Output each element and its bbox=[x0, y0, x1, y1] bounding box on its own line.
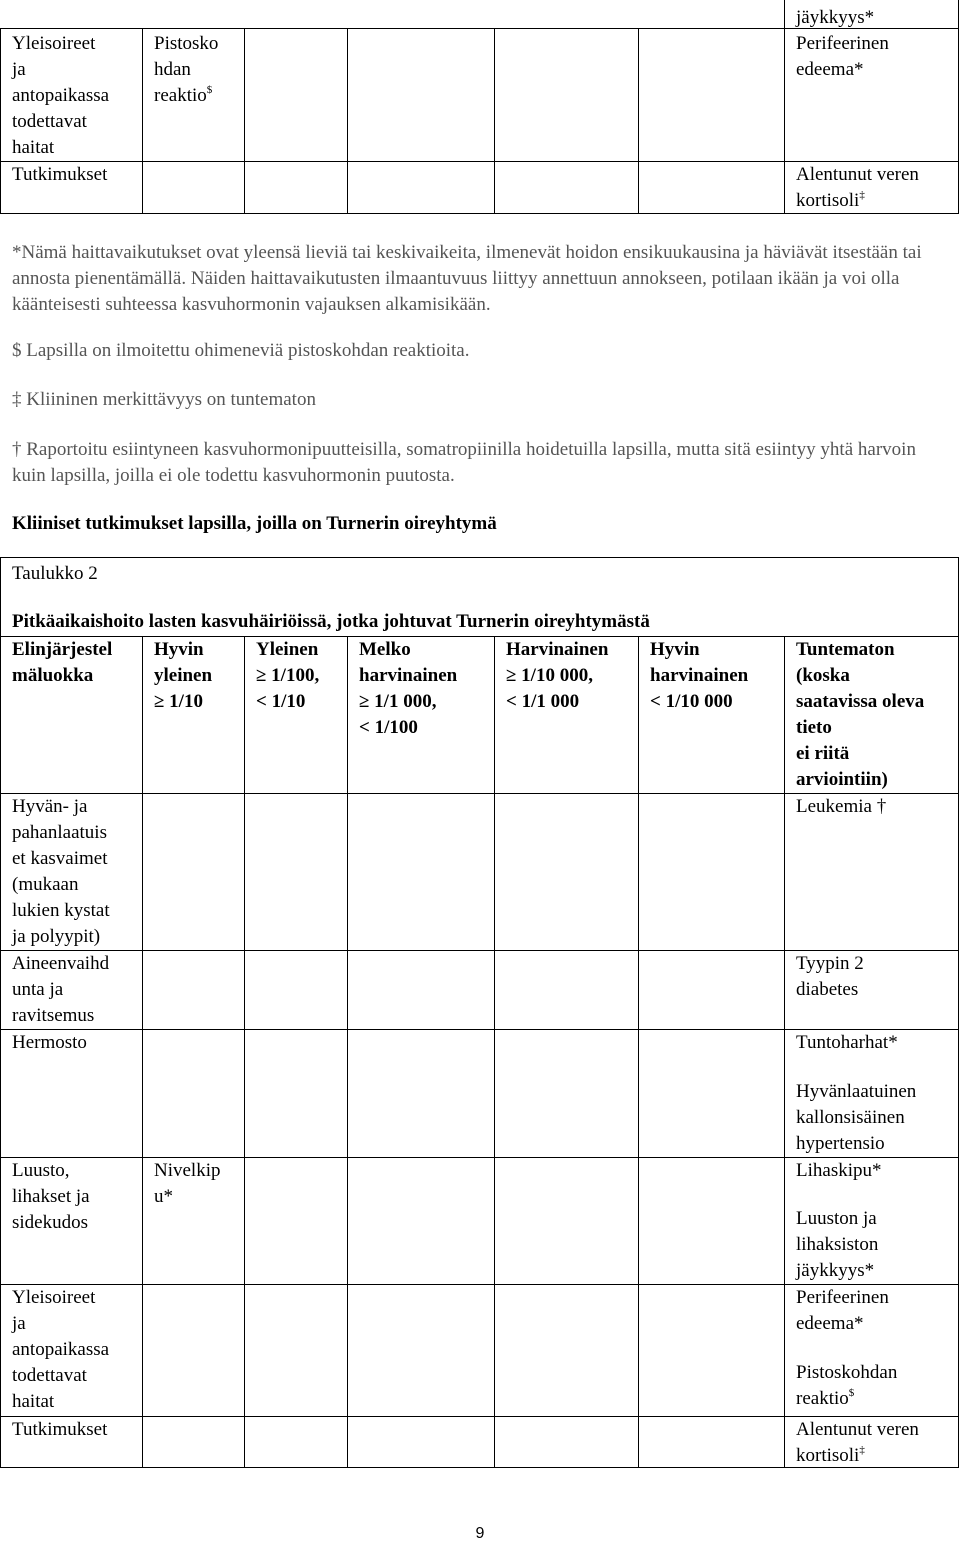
unknown-frequency-cell: Perifeerinen edeema* bbox=[796, 1287, 889, 1334]
header-organ-class: Elinjärjestel mäluokka bbox=[12, 639, 113, 686]
footnote-marker: $ bbox=[848, 1387, 855, 1399]
unknown-frequency-cell: Luuston ja lihaksiston jäykkyys* bbox=[796, 1208, 879, 1281]
footnote-double-dagger: ‡ Kliininen merkittävyys on tuntematon bbox=[12, 389, 316, 410]
page-number: 9 bbox=[475, 1525, 485, 1542]
header-common: Yleinen ≥ 1/100, < 1/10 bbox=[256, 639, 320, 712]
organ-class-cell: Hyvän- ja pahanlaatuis et kasvaimet (mukaan lukien kystat ja polyypit) bbox=[12, 796, 110, 947]
unknown-frequency-cell: Hyvänlaatuinen kallonsisäinen hypertensio bbox=[796, 1081, 917, 1154]
unknown-frequency-cell bbox=[796, 162, 919, 214]
table-caption: Taulukko 2 bbox=[12, 563, 98, 584]
header-very-common: Hyvin yleinen ≥ 1/10 bbox=[154, 639, 213, 712]
organ-class-cell: Tutkimukset bbox=[12, 1419, 108, 1440]
table-subtitle: Pitkäaikaishoito lasten kasvuhäiriöissä, jotka johtuvat Turnerin oireyhtymästä bbox=[12, 611, 650, 632]
header-unknown: Tuntematon (koska saatavissa oleva tieto ei riitä arviointiin) bbox=[796, 639, 925, 790]
unknown-frequency-cell: Tuntoharhat* bbox=[796, 1032, 898, 1053]
cell-text: Alentunut veren kortisoli bbox=[796, 1419, 919, 1466]
header-rare: Harvinainen ≥ 1/10 000, < 1/1 000 bbox=[506, 639, 609, 712]
footnote-asterisk: *Nämä haittavaikutukset ovat yleensä lieviä tai keskivaikeita, ilmenevät hoidon ensikuukausina ja häviävät itsestään tai annosta pienentämällä. Näiden haittavaikutusten ilmaantuvuus liittyy annettuun annokseen, potilaan ikään ja voi olla käänteisesti suhteessa kasvuhormonin vajauksen alkamisikään. bbox=[12, 242, 922, 315]
unknown-frequency-cell bbox=[796, 1417, 919, 1469]
footnote-marker: ‡ bbox=[859, 1444, 865, 1456]
unknown-frequency-cell: Lihaskipu* bbox=[796, 1160, 882, 1181]
footnote-marker: $ bbox=[206, 84, 213, 96]
header-very-rare: Hyvin harvinainen < 1/10 000 bbox=[650, 639, 749, 712]
footnote-dollar: $ Lapsilla on ilmoitettu ohimeneviä pistoskohdan reaktioita. bbox=[12, 340, 470, 361]
cell-text: Pistoskohdan reaktio bbox=[796, 1362, 898, 1409]
unknown-frequency-cell: jäykkyys* Perifeerinen edeema* bbox=[796, 7, 889, 80]
header-uncommon: Melko harvinainen ≥ 1/1 000, < 1/100 bbox=[359, 639, 458, 738]
footnote-marker: ‡ bbox=[859, 189, 865, 201]
unknown-frequency-cell: Leukemia † bbox=[796, 796, 887, 817]
section-heading: Kliiniset tutkimukset lapsilla, joilla on Turnerin oireyhtymä bbox=[12, 513, 497, 534]
footnote-dagger: † Raportoitu esiintyneen kasvuhormonipuutteisilla, somatropiinilla hoidetuilla lapsilla, mutta sitä esiintyy yhtä harvoin kuin lapsilla, joilla ei ole todettu kasvuhormonin puutosta. bbox=[12, 439, 916, 486]
unknown-frequency-cell bbox=[796, 1360, 897, 1412]
unknown-frequency-cell: Tyypin 2 diabetes bbox=[796, 953, 864, 1000]
organ-class-cell: Yleisoireet ja antopaikassa todettavat haitat bbox=[12, 33, 110, 158]
organ-class-cell: Hermosto bbox=[12, 1032, 87, 1053]
cell-text: Pistosko hdan reaktio bbox=[154, 33, 219, 106]
very-common-cell: Nivelkip u* bbox=[154, 1160, 221, 1207]
organ-class-cell: Aineenvaihd unta ja ravitsemus bbox=[12, 953, 110, 1026]
organ-class-cell: Tutkimukset bbox=[12, 164, 108, 185]
very-common-cell bbox=[154, 31, 218, 109]
organ-class-cell: Luusto, lihakset ja sidekudos bbox=[12, 1160, 90, 1233]
cell-text: Alentunut veren kortisoli bbox=[796, 164, 919, 211]
organ-class-cell: Yleisoireet ja antopaikassa todettavat haitat bbox=[12, 1287, 110, 1412]
